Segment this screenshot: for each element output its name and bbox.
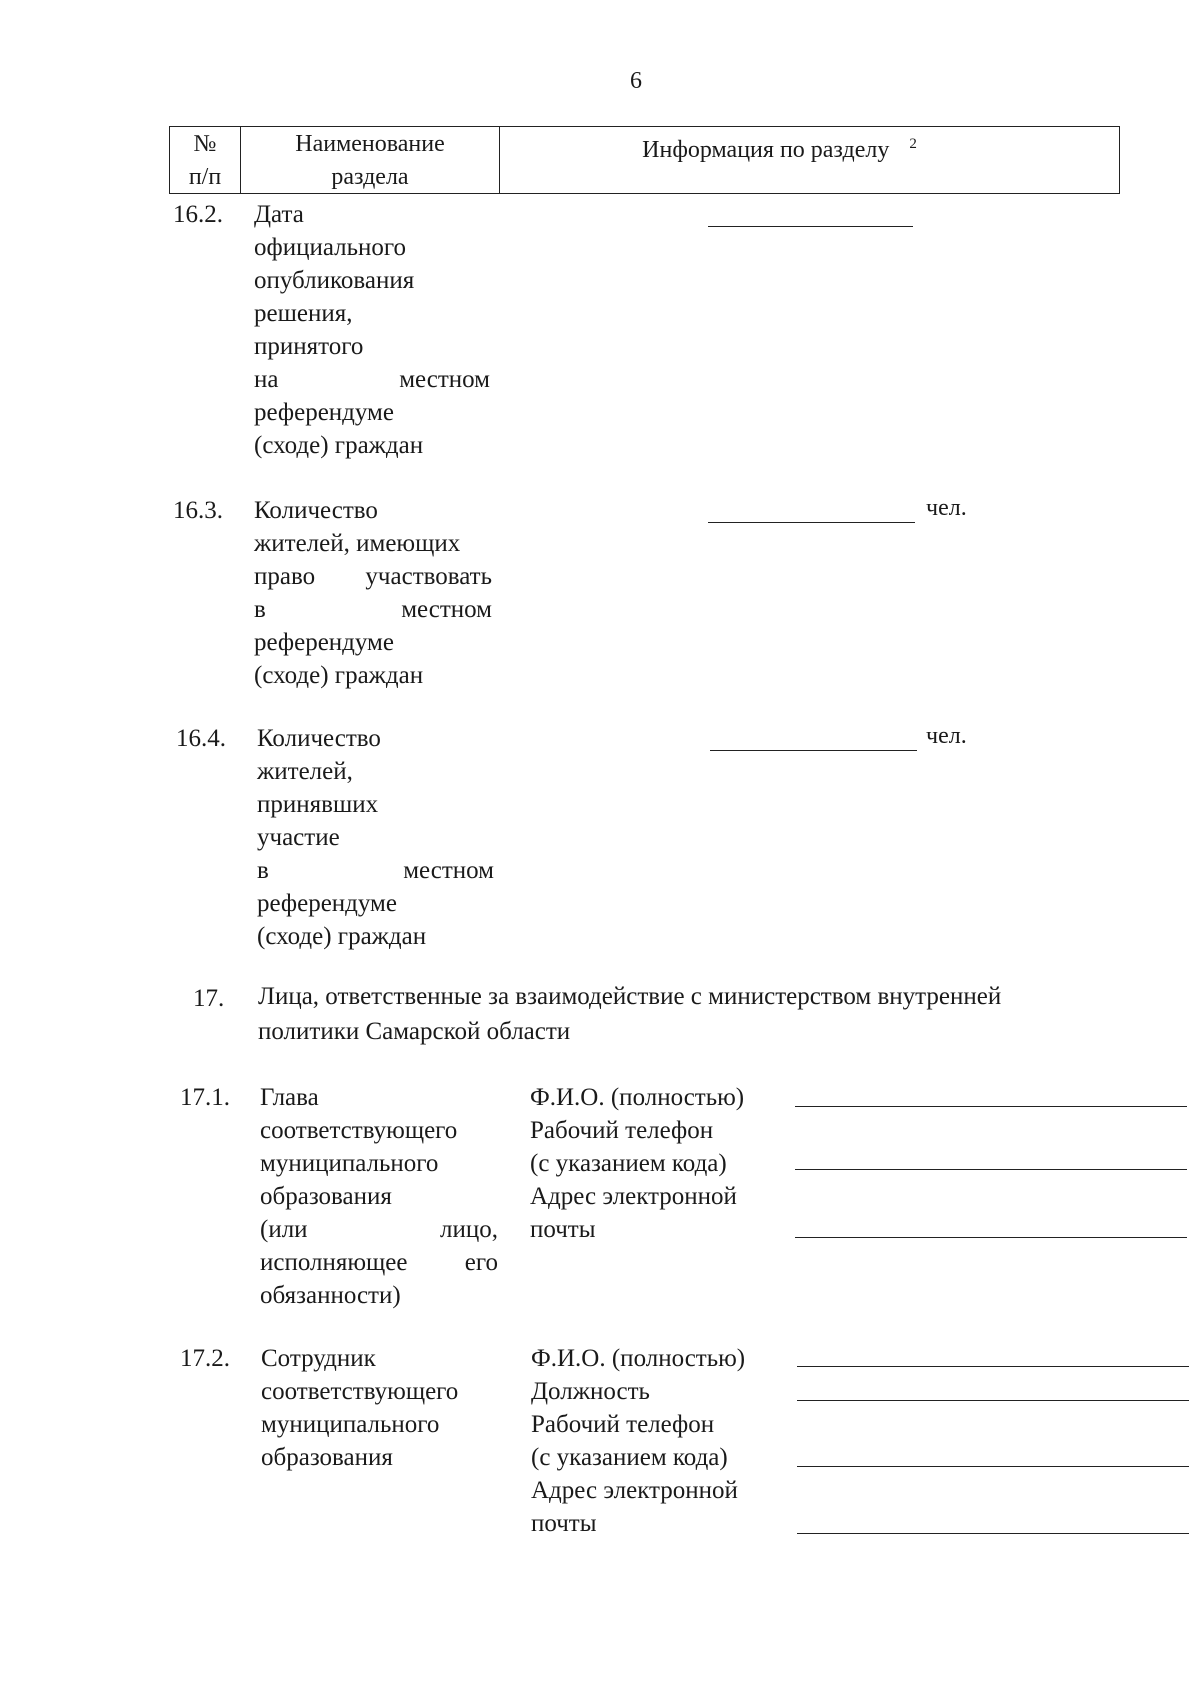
eligible-residents-blank[interactable] [708, 522, 915, 523]
row-name-line: Количество [254, 497, 378, 524]
contact-field-labels-17-2 [531, 1342, 745, 1540]
employee-work-phone-blank[interactable] [797, 1466, 1189, 1467]
header-col-name [241, 127, 500, 193]
field-label-full-name: Ф.И.О. (полностью) [530, 1084, 745, 1111]
head-work-phone-blank[interactable] [795, 1169, 1187, 1170]
row-name-line: Количество [257, 725, 381, 752]
footnote-marker: 2 [909, 136, 917, 152]
row-name-line: опубликования [254, 267, 415, 294]
row-name-line: муниципального [260, 1150, 439, 1177]
row-name-line: жителей, [257, 758, 353, 785]
row-name-word: в [254, 596, 266, 623]
row-number-16-3: 16.3. [173, 497, 223, 524]
unit-label: чел. [926, 495, 967, 521]
head-email-blank[interactable] [795, 1237, 1187, 1238]
header-col-number [170, 127, 241, 193]
field-label-full-name: Ф.И.О. (полностью) [531, 1345, 746, 1372]
row-name-line: принявших [257, 791, 379, 818]
employee-position-blank[interactable] [797, 1400, 1189, 1401]
row-name-word: его [464, 1249, 498, 1276]
row-name-line: референдуме [254, 629, 394, 656]
row-name-16-2 [254, 198, 490, 462]
row-name-line: обязанности) [260, 1282, 401, 1309]
row-name-line: соответствующего [260, 1117, 458, 1144]
row-name-word: исполняющее [260, 1249, 408, 1276]
row-name-line: Дата [254, 201, 304, 228]
row-name-line: Сотрудник [261, 1345, 376, 1372]
row-name-line [254, 593, 492, 626]
row-name-17-1 [260, 1081, 498, 1312]
row-name-line: принятого [254, 333, 364, 360]
row-name-word: (или [260, 1216, 308, 1243]
row-name-word: местном [399, 366, 490, 393]
row-name-line: решения, [254, 300, 353, 327]
row-name-line: участие [257, 824, 340, 851]
row-name-16-3 [254, 494, 492, 692]
row-name-word: местном [401, 596, 492, 623]
header-col-number-line1: № [193, 131, 217, 157]
date-publication-blank[interactable] [708, 226, 913, 227]
row-name-line: муниципального [261, 1411, 440, 1438]
section-title-17 [258, 979, 1118, 1049]
section-title-line: Лица, ответственные за взаимодействие с министерством внутренней [258, 983, 1002, 1010]
row-name-line: (сходе) граждан [254, 662, 424, 689]
table-header [169, 126, 1120, 194]
row-name-16-4 [257, 722, 494, 953]
row-name-word: лицо, [440, 1216, 498, 1243]
page-number: 6 [630, 68, 642, 94]
field-label-position: Должность [531, 1378, 650, 1405]
row-name-word: в [257, 857, 269, 884]
row-name-line: референдуме [254, 399, 394, 426]
row-name-17-2 [261, 1342, 499, 1474]
row-name-line: образования [260, 1183, 392, 1210]
row-name-line [260, 1246, 498, 1279]
header-col-name-line1: Наименование [295, 131, 445, 157]
row-name-word: на [254, 366, 279, 393]
field-label-email: Адрес электронной [531, 1477, 738, 1504]
header-col-info [500, 127, 1119, 193]
row-name-word: местном [403, 857, 494, 884]
section-title-line: политики Самарской области [258, 1018, 571, 1045]
employee-email-blank[interactable] [797, 1533, 1189, 1534]
field-label-work-phone: Рабочий телефон [530, 1117, 714, 1144]
header-col-info-label: Информация по разделу [642, 137, 890, 163]
header-col-name-line2: раздела [331, 164, 409, 190]
header-col-number-line2: п/п [188, 164, 222, 190]
head-full-name-blank[interactable] [795, 1106, 1187, 1107]
row-name-line: соответствующего [261, 1378, 459, 1405]
field-label-phone-code: (с указанием кода) [531, 1444, 728, 1471]
row-number-16-4: 16.4. [176, 725, 226, 752]
field-label-email-cont: почты [530, 1216, 596, 1243]
row-name-line: официального [254, 234, 407, 261]
row-name-line [260, 1213, 498, 1246]
field-label-work-phone: Рабочий телефон [531, 1411, 715, 1438]
row-number-17-1: 17.1. [180, 1084, 230, 1111]
row-number-16-2: 16.2. [173, 201, 223, 228]
field-label-email-cont: почты [531, 1510, 597, 1537]
field-label-phone-code: (с указанием кода) [530, 1150, 727, 1177]
row-name-line: референдуме [257, 890, 397, 917]
field-label-email: Адрес электронной [530, 1183, 737, 1210]
row-name-line [257, 854, 494, 887]
unit-label: чел. [926, 723, 967, 749]
row-number-17-2: 17.2. [180, 1345, 230, 1372]
row-name-line: право участвовать [254, 563, 492, 590]
row-number-17: 17. [193, 985, 225, 1012]
row-name-line: жителей, имеющих [254, 530, 461, 557]
row-name-line: (сходе) граждан [254, 432, 424, 459]
row-name-line [254, 363, 490, 396]
row-name-line: Глава [260, 1084, 319, 1111]
employee-full-name-blank[interactable] [797, 1366, 1189, 1367]
row-name-line: (сходе) граждан [257, 923, 427, 950]
contact-field-labels-17-1 [530, 1081, 744, 1246]
row-name-line: образования [261, 1444, 393, 1471]
participants-blank[interactable] [710, 750, 917, 751]
